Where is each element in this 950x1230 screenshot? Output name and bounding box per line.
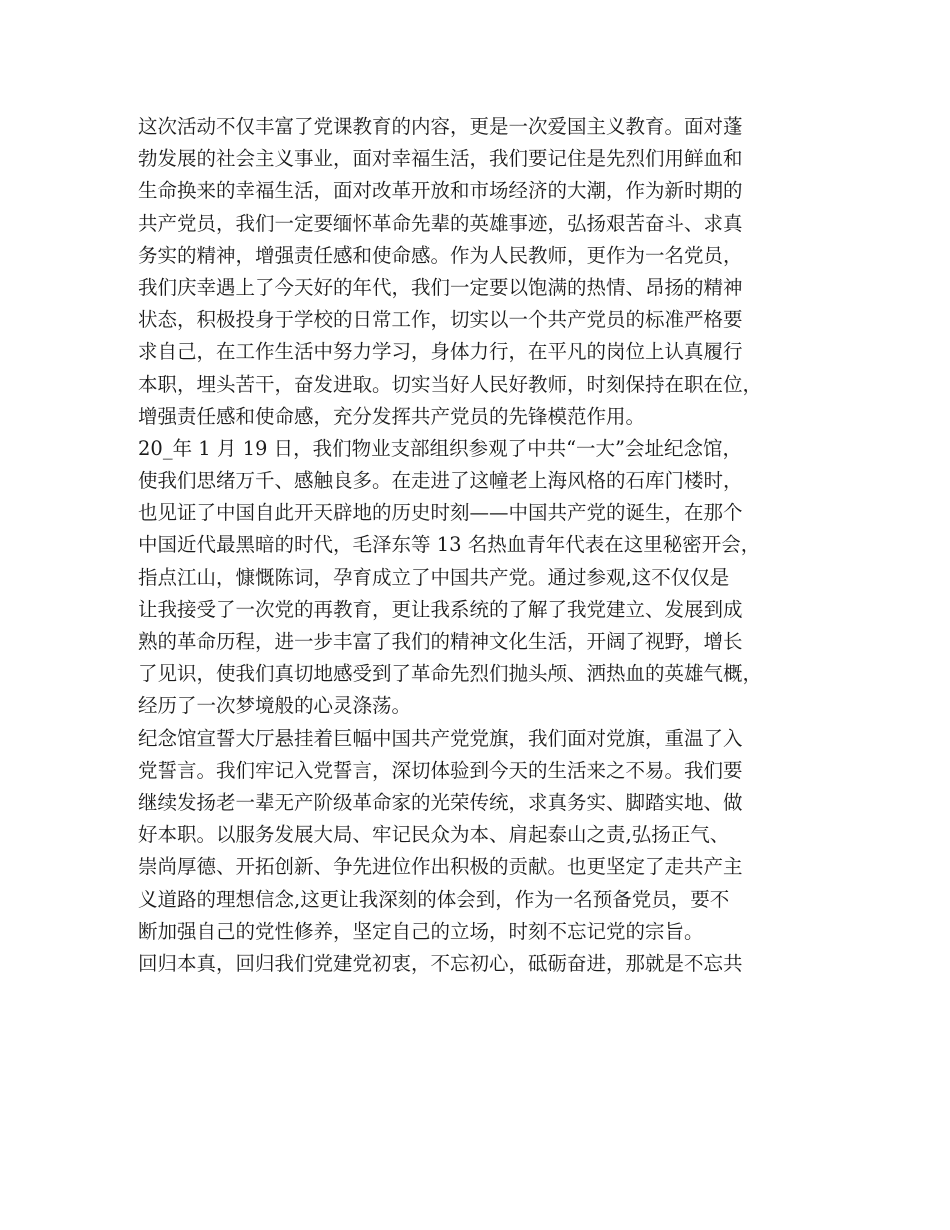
text-line: 本职，埋头苦干，奋发进取。切实当好人民好教师，时刻保持在职在位， xyxy=(138,372,763,396)
text-line: 这次活动不仅丰富了党课教育的内容，更是一次爱国主义教育。面对蓬 xyxy=(138,115,743,138)
text-line: 勃发展的社会主义事业，面对幸福生活，我们要记住是先烈们用鲜血和 xyxy=(138,147,743,171)
text-line: 断加强自己的党性修养，坚定自己的立场，时刻不忘记党的宗旨。 xyxy=(138,919,704,943)
text-line: 党誓言。我们牢记入党誓言，深切体验到今天的生活来之不易。我们要 xyxy=(138,758,743,782)
text-line: 了见识，使我们真切地感受到了革命先烈们抛头颅、洒热血的英雄气概， xyxy=(138,662,763,686)
text-line: 也见证了中国自此开天辟地的历史时刻——中国共产党的诞生，在那个 xyxy=(138,501,743,525)
text-line: 状态，积极投身于学校的日常工作，切实以一个共产党员的标准严格要 xyxy=(138,308,743,332)
text-line: 指点江山，慷慨陈词，孕育成立了中国共产党。通过参观,这不仅仅是 xyxy=(138,565,730,589)
text-line: 生命换来的幸福生活，面对改革开放和市场经济的大潮，作为新时期的 xyxy=(138,179,743,203)
text-line: 经历了一次梦境般的心灵涤荡。 xyxy=(138,694,412,718)
body-text xyxy=(138,111,838,980)
text-line: 继续发扬老一辈无产阶级革命家的光荣传统，求真务实、脚踏实地、做 xyxy=(138,790,743,814)
text-line: 20_年 1 月 19 日，我们物业支部组织参观了中共“一大”会址纪念馆， xyxy=(138,436,743,460)
text-line: 增强责任感和使命感，充分发挥共产党员的先锋模范作用。 xyxy=(138,404,646,428)
text-line: 崇尚厚德、开拓创新、争先进位作出积极的贡献。也更坚定了走共产主 xyxy=(138,855,743,879)
text-line: 义道路的理想信念,这更让我深刻的体会到，作为一名预备党员，要不 xyxy=(138,887,730,911)
text-line: 务实的精神，增强责任感和使命感。作为人民教师，更作为一名党员， xyxy=(138,243,743,267)
text-line: 让我接受了一次党的再教育，更让我系统的了解了我党建立、发展到成 xyxy=(138,597,743,621)
text-line: 熟的革命历程，进一步丰富了我们的精神文化生活，开阔了视野，增长 xyxy=(138,630,743,653)
text-line: 纪念馆宣誓大厅悬挂着巨幅中国共产党党旗，我们面对党旗，重温了入 xyxy=(138,726,743,750)
text-line: 我们庆幸遇上了今天好的年代，我们一定要以饱满的热情、昂扬的精神 xyxy=(138,275,743,299)
text-line: 中国近代最黑暗的时代，毛泽东等 13 名热血青年代表在这里秘密开会， xyxy=(138,533,761,557)
text-line: 好本职。以服务发展大局、牢记民众为本、肩起泰山之责,弘扬正气、 xyxy=(138,823,730,847)
text-line: 回归本真，回归我们党建党初衷，不忘初心，砥砺奋进，那就是不忘共 xyxy=(138,951,743,975)
text-line: 共产党员，我们一定要缅怀革命先辈的英雄事迹，弘扬艰苦奋斗、求真 xyxy=(138,211,743,235)
text-line: 使我们思绪万千、感触良多。在走进了这幢老上海风格的石库门楼时， xyxy=(138,469,743,493)
text-line: 求自己，在工作生活中努力学习，身体力行，在平凡的岗位上认真履行 xyxy=(138,340,743,364)
